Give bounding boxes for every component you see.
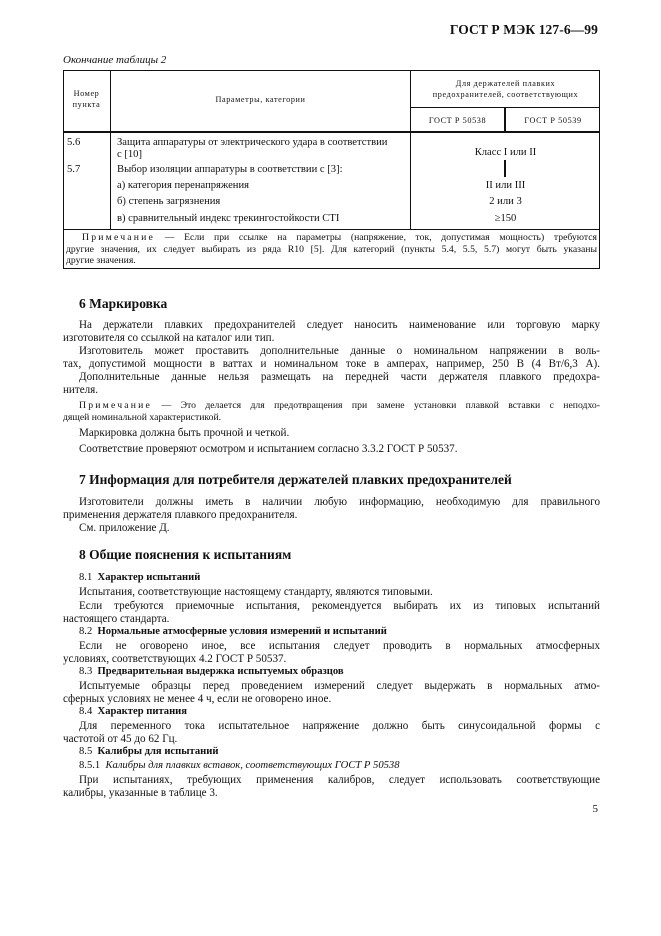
section-7-heading: 7 Информация для потребителя держателей плавких предохранителей [79,472,512,487]
subsection-8-5-1-paragraph: При испытаниях, требующих применения калибров, следует использовать соответствующие калибры, указанные в таблице 3. [63,774,600,799]
header-col-params: Параметры, категории [215,95,306,104]
row-param: в) сравнительный индекс трекингостойкости СТI [117,213,340,224]
header-col-number: Номер пункта [72,89,101,109]
document-code: ГОСТ Р МЭК 127-6—99 [449,22,598,37]
subsection-8-1-paragraph: Если требуются приемочные испытания, рекомендуется выбирать их из типовых испытаний настоящего стандарта. [63,600,600,625]
row-number: 5.6 [67,137,81,148]
table-note: Примечание — Если при ссылке на параметры (напряжение, ток, допустимая мощность) требуются другие значения, их следует выбирать из ряда R10 [5]. Для категорий (пункты 5.4, 5.5, 5.7) могут быть указаны другие значения. [66,232,597,266]
section-6-paragraph: Соответствие проверяют осмотром и испытанием согласно 3.3.2 ГОСТ Р 50537. [79,443,458,455]
table-border-bottom [63,268,600,269]
row-param: а) категория перенапряжения [117,180,250,191]
subsection-8-5-1-heading: 8.5.1 Калибры для плавких вставок, соответствующих ГОСТ Р 50538 [79,760,400,771]
row-value: Класс I или II [474,147,537,158]
page-number: 5 [592,803,598,815]
subsection-8-4-heading: 8.4 Характер питания [79,706,188,717]
subsection-8-3-heading: 8.3 Предварительная выдержка испытуемых образцов [79,666,344,677]
subsection-8-2-paragraph: Если не оговорено иное, все испытания следует проводить в нормальных атмосферных условиях, соответствующих 4.2 ГОСТ Р 50537. [63,640,600,665]
header-group: Для держателей плавких предохранителей, соответствующих [432,79,579,99]
subsection-8-4-paragraph: Для переменного тока испытательное напряжение должно быть синусоидальной формы с частотой от 45 до 62 Гц. [63,720,600,745]
section-6-paragraph: На держатели плавких предохранителей следует наносить наименование или торговую марку изготовителя со ссылкой на каталог или тип. [63,319,600,344]
subsection-8-1-paragraph: Испытания, соответствующие настоящему стандарту, являются типовыми. [79,586,433,598]
row-number: 5.7 [67,164,81,175]
body-divider [63,229,600,230]
section-6-note: Примечание — Это делается для предотвращения при замене установки плавкой вставки с неподхо- дящей номинальной характеристикой. [63,400,600,423]
parameters-table [63,70,600,269]
header-gost-50539: ГОСТ Р 50539 [524,116,582,125]
section-6-heading: 6 Маркировка [79,296,168,311]
subsection-8-1-heading: 8.1 Характер испытаний [79,572,201,583]
table-caption: Окончание таблицы 2 [63,54,167,66]
merged-cell-mark [504,160,506,177]
row-value: ≥150 [494,213,517,224]
subsection-8-3-paragraph: Испытуемые образцы перед проведением измерений следует выдержать в нормальных атмо- сферных условиях не менее 4 ч, если не оговорено иное. [63,680,600,705]
row-param: Выбор изоляции аппаратуры в соответствии с [3]: [117,164,343,175]
header-gost-50538: ГОСТ Р 50538 [428,116,487,125]
row-value: 2 или 3 [489,196,522,207]
section-8-heading: 8 Общие пояснения к испытаниям [79,547,292,562]
subsection-8-5-heading: 8.5 Калибры для испытаний [79,746,219,757]
section-6-paragraph: Дополнительные данные нельзя размещать на передней части держателя плавкого предохра- нителя. [63,371,600,396]
header-divider [63,131,600,133]
row-param: б) степень загрязнения [117,196,221,207]
section-6-paragraph: Изготовитель может проставить дополнительные данные о номинальном напряжении в воль- тах, допустимой мощности в ваттах и номинальном токе в амперах, например, 250 В (4 Вт/6,3 А). [63,345,600,370]
section-7-paragraph: См. приложение Д. [79,522,170,534]
table-border-top [63,70,600,71]
row-param: Защита аппаратуры от электрического удара в соответствии с [10] [117,137,388,160]
section-7-paragraph: Изготовители должны иметь в наличии любую информацию, необходимую для правильного применения держателя плавкого предохранителя. [63,496,600,521]
row-value: II или III [485,180,526,191]
section-6-paragraph: Маркировка должна быть прочной и четкой. [79,427,290,439]
subsection-8-2-heading: 8.2 Нормальные атмосферные условия измерений и испытаний [79,626,387,637]
